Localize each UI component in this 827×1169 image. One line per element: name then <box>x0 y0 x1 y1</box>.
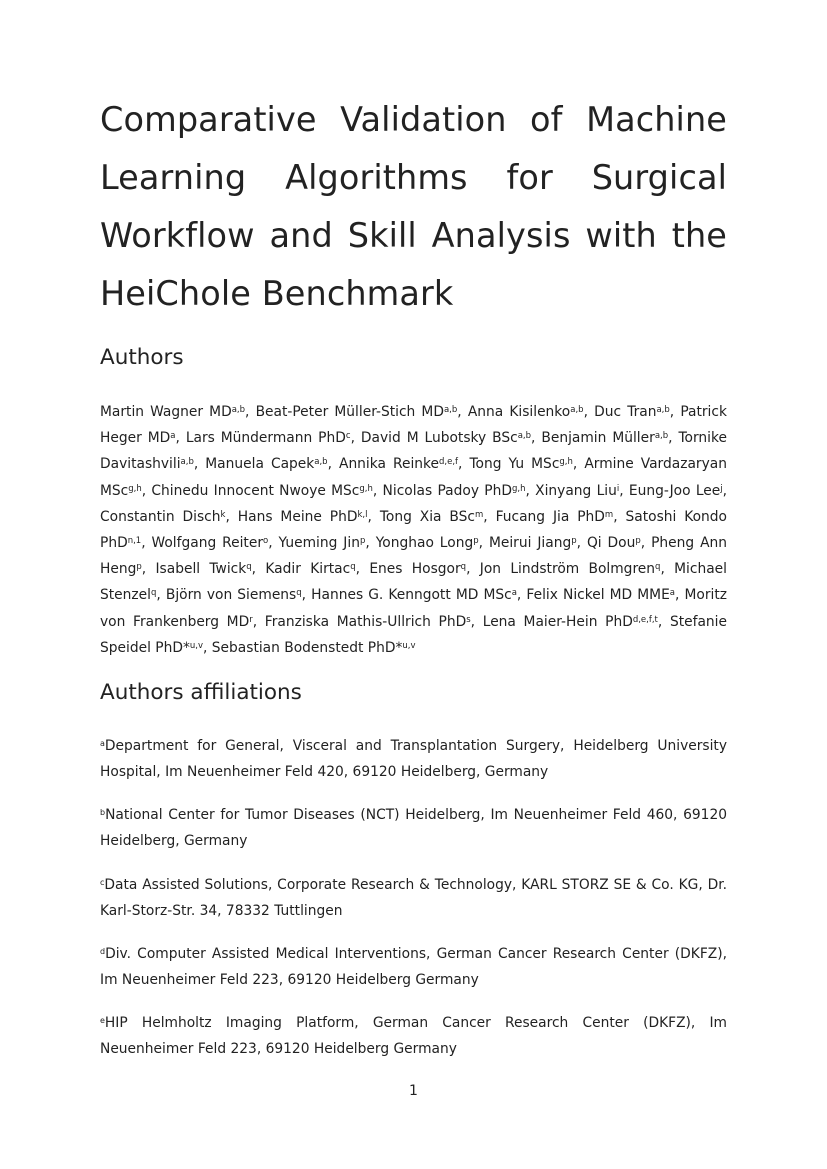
author-separator: , <box>225 508 238 525</box>
author-separator: , <box>327 456 339 473</box>
author-separator: , <box>203 639 212 656</box>
affiliation-letter: d <box>100 947 106 956</box>
author-name: Duc Tran <box>594 404 657 420</box>
author-affiliation-marker: m <box>604 509 614 520</box>
author-separator: , <box>301 587 312 604</box>
author-separator: , <box>640 535 652 552</box>
author-separator: , <box>478 535 489 552</box>
author-affiliation-marker: d,e,f <box>439 457 459 468</box>
affiliation-text: Department for General, Visceral and Transplantation Surgery, Heidelberg University Hospital, Im Neuenheimer Feld 420, 69120 Heidelberg, Germany <box>100 738 727 781</box>
author-affiliation-marker: u,v <box>189 640 204 651</box>
author-name: Isabell Twick <box>155 561 247 578</box>
author-affiliation-marker: o <box>263 536 269 547</box>
author-name: Eung-Joo Lee <box>628 482 721 499</box>
author-separator: , <box>268 535 279 552</box>
author-name: Moritz von Frankenberg MD <box>100 587 728 630</box>
author-affiliation-marker: r <box>249 614 253 625</box>
author-name: Martin Wagner MD <box>100 404 232 420</box>
author-separator: , <box>372 482 383 499</box>
author-affiliation-marker: p <box>473 536 479 547</box>
author-affiliation-marker: a,b <box>180 457 194 468</box>
author-separator: , <box>141 482 152 499</box>
author-separator: , <box>245 404 256 420</box>
author-separator: , <box>669 404 681 420</box>
author-affiliation-marker: n,1 <box>127 536 142 547</box>
affiliation-d <box>100 941 727 993</box>
affiliation-text: HIP Helmholtz Imaging Platform, German Cancer Research Center (DKFZ), Im Neuenheimer Feld 223, 69120 Heidelberg Germany <box>100 1015 727 1058</box>
author-separator: , <box>668 430 679 447</box>
author-affiliation-marker: q <box>460 562 467 573</box>
author-name: Tong Yu MSc <box>469 456 560 473</box>
author-separator: , <box>572 456 585 473</box>
author-affiliation-marker: k <box>220 509 226 520</box>
author-name: Yonghao Long <box>375 535 474 552</box>
affiliation-letter: b <box>100 808 106 817</box>
author-name: Armine Vardazaryan MSc <box>100 456 727 499</box>
affiliation-letter: e <box>100 1016 105 1025</box>
author-affiliation-marker: s <box>466 614 471 625</box>
author-affiliation-marker: a <box>170 431 176 442</box>
author-separator: , <box>675 587 685 604</box>
author-affiliation-marker: a,b <box>517 431 532 442</box>
author-separator: , <box>613 508 626 525</box>
author-separator: , <box>660 561 675 578</box>
author-name: David M Lubotsky BSc <box>360 430 518 447</box>
author-separator: , <box>470 613 483 630</box>
author-affiliation-marker: q <box>296 588 302 599</box>
author-name: Pheng Ann Heng <box>100 535 728 578</box>
author-separator: , <box>251 561 266 578</box>
author-name: Tornike Davitashvili <box>100 430 727 473</box>
affiliation-c <box>100 872 727 924</box>
author-affiliation-marker: a <box>511 588 517 599</box>
author-affiliation-marker: q <box>350 562 356 573</box>
author-name: Kadir Kirtac <box>265 561 351 578</box>
authors-list <box>100 399 727 661</box>
author-affiliation-marker: a,b <box>443 405 458 415</box>
author-name: Lena Maier-Hein PhD <box>482 613 633 630</box>
author-separator: , <box>525 482 536 499</box>
author-affiliation-marker: q <box>150 588 157 599</box>
author-name: Constantin Disch <box>100 508 221 525</box>
author-affiliation-marker: u,v <box>402 640 416 651</box>
author-separator: , <box>458 456 470 473</box>
author-affiliation-marker: d,e,f,t <box>632 614 658 625</box>
author-affiliation-marker: p <box>359 536 366 547</box>
author-separator: , <box>367 508 380 525</box>
author-name: Wolfgang Reiter <box>151 535 263 552</box>
author-separator: , <box>355 561 370 578</box>
author-separator: , <box>483 508 496 525</box>
author-affiliation-marker: g,h <box>511 483 526 494</box>
author-separator: , <box>365 535 376 552</box>
author-separator: , <box>466 561 480 578</box>
author-affiliation-marker: q <box>655 562 661 573</box>
affiliation-text: National Center for Tumor Diseases (NCT) Heidelberg, Im Neuenheimer Feld 460, 69120 Heidelberg, Germany <box>100 807 727 850</box>
author-separator: , <box>457 404 468 420</box>
author-name: Sebastian Bodenstedt PhD* <box>211 639 403 656</box>
author-name: Yueming Jin <box>278 535 360 552</box>
author-separator: , <box>576 535 587 552</box>
author-name: Beat-Peter Müller-Stich MD <box>255 404 444 420</box>
author-separator: , <box>141 561 156 578</box>
author-affiliation-marker: m <box>474 509 484 520</box>
author-name: Lars Mündermann PhD <box>185 430 346 447</box>
author-separator: , <box>657 613 670 630</box>
author-separator: , <box>193 456 206 473</box>
author-affiliation-marker: a,b <box>570 405 584 415</box>
author-name: Satoshi Kondo PhD <box>100 508 728 552</box>
author-affiliation-marker: q <box>246 562 252 573</box>
author-name: Xinyang Liu <box>535 482 617 499</box>
author-name: Manuela Capek <box>205 456 315 473</box>
author-separator: , <box>531 430 542 447</box>
author-name: Meirui Jiang <box>488 535 572 552</box>
author-separator: , <box>175 430 186 447</box>
author-separator: , <box>156 587 166 604</box>
author-name: Tong Xia BSc <box>379 508 475 525</box>
affiliation-b <box>100 802 727 854</box>
author-separator: , <box>583 404 595 420</box>
author-name: Hannes G. Kenngott MD MSc <box>311 587 512 604</box>
affiliation-letter: a <box>100 739 105 748</box>
author-name: Anna Kisilenko <box>467 404 571 420</box>
author-affiliation-marker: a,b <box>314 457 328 468</box>
page-number: 1 <box>409 1083 418 1099</box>
author-name: Nicolas Padoy PhD <box>382 482 512 499</box>
author-name: Hans Meine PhD <box>237 508 358 525</box>
author-affiliation-marker: a,b <box>656 405 670 415</box>
author-name: Patrick Heger MD <box>100 404 727 447</box>
author-name: Benjamin Müller <box>541 430 655 447</box>
author-name: Chinedu Innocent Nwoye MSc <box>151 482 360 499</box>
author-affiliation-marker: a <box>669 588 676 599</box>
author-name: Enes Hosgor <box>369 561 461 578</box>
author-affiliation-marker: g,h <box>128 483 142 494</box>
author-name: Qi Dou <box>586 535 636 552</box>
author-name: Felix Nickel MD MME <box>526 587 670 604</box>
author-name: Fucang Jia PhD <box>495 508 605 525</box>
paper-title: Comparative Validation of Machine Learning Algorithms for Surgical Workflow and Skill Analysis with the HeiChole Benchmark <box>100 100 727 313</box>
author-affiliation-marker: a,b <box>231 405 246 415</box>
author-separator: , <box>516 587 527 604</box>
author-affiliation-marker: p <box>136 562 142 573</box>
author-affiliation-marker: p <box>635 536 641 547</box>
affiliation-text: Div. Computer Assisted Medical Interventions, German Cancer Research Center (DKFZ), Im Neuenheimer Feld 223, 69120 Heidelberg Germany <box>100 946 727 989</box>
author-affiliation-marker: p <box>571 536 577 547</box>
author-affiliation-marker: j <box>720 483 723 494</box>
affiliations-heading: Authors affiliations <box>100 680 302 705</box>
author-name: Michael Stenzel <box>100 561 727 604</box>
author-name: Stefanie Speidel PhD* <box>100 613 728 656</box>
affiliation-letter: c <box>100 878 105 887</box>
affiliation-e <box>100 1010 727 1062</box>
author-separator: , <box>619 482 629 499</box>
author-affiliation-marker: g,h <box>359 483 373 494</box>
author-affiliation-marker: i <box>616 483 620 494</box>
author-separator: , <box>252 613 265 630</box>
author-affiliation-marker: g,h <box>559 457 573 468</box>
author-name: Franziska Mathis-Ullrich PhD <box>264 613 467 630</box>
author-affiliation-marker: a,b <box>654 431 669 442</box>
affiliation-a <box>100 733 727 785</box>
author-separator: , <box>141 535 152 552</box>
author-name: Jon Lindström Bolmgren <box>479 561 656 578</box>
author-name: Annika Reinke <box>339 456 440 473</box>
authors-heading: Authors <box>100 345 184 370</box>
affiliation-text: Data Assisted Solutions, Corporate Research & Technology, KARL STORZ SE & Co. KG, Dr. Karl-Storz-Str. 34, 78332 Tuttlingen <box>100 877 727 920</box>
author-name: Björn von Siemens <box>165 587 297 604</box>
author-affiliation-marker: c <box>345 431 351 442</box>
author-separator: , <box>722 482 728 499</box>
author-separator: , <box>350 430 361 447</box>
author-affiliation-marker: k,l <box>357 509 368 520</box>
